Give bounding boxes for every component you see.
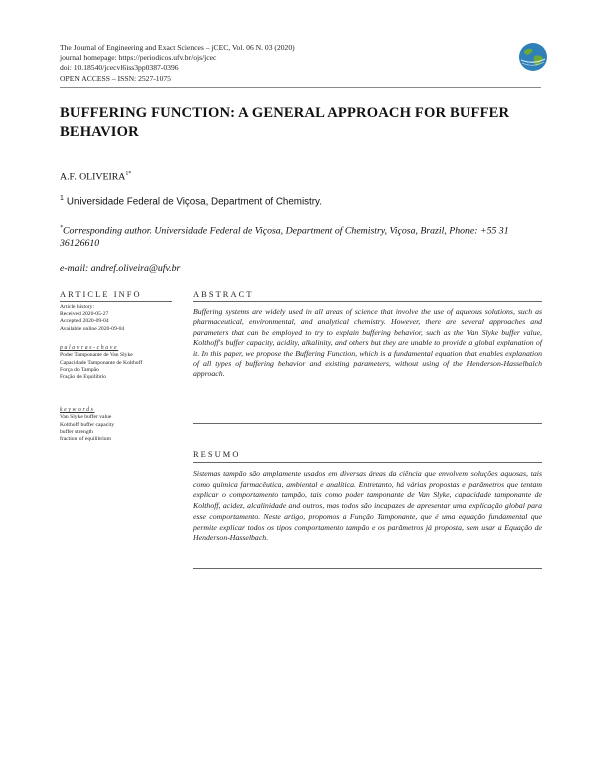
palavra-item: Força do Tampão [60,366,99,373]
keyword-item: Kolthoff buffer capacity [60,421,115,428]
palavras-list [60,352,175,381]
email-line: e-mail: andref.oliveira@ufv.br [60,263,181,274]
journal-citation: The Journal of Engineering and Exact Sciences – jCEC, Vol. 06 N. 03 (2020) [60,43,295,52]
abstract-text: Buffering systems are widely used in all areas of science that involve the use of aqueous solutions, such as pharmaceutical, environmental, and analytical chemistry. However, there are several approaches and parameters that can be employed to try to explain buffering behavior, such as the Van Slyke buffer value, Kolthoff's buffer capacity, acidity, alkalinity, and others but they are unable to provide a global explanation of it. In this paper, we propose the Buffering Function, which is a fundamental equation that enables explanation of all types of buffering behavior and existing parameters, without using of the Henderson-Hasselbalch approach. [193,307,542,379]
keyword-item: fraction of equilibrium [60,436,111,443]
author [60,171,131,182]
resumo-rule [193,462,542,463]
keyword-item: buffer strength [60,428,93,435]
resumo-text: Sistemas tampão são amplamente usados em diversas áreas da ciência que envolvem soluções aquosas, tais como química farmacêutica, ambiental e analítica. Entretanto, há várias propostas e parâmetros que tentam explicar o comportamento tampão, tais como poder tamponante de Van Slyke, capacidade tamponante de Kolthoff, acidez, alcalinidade and outros, mas todos são incapazes de apresentar uma explicação global para esse comportamento. Neste artigo, propomos a Função Tamponante, que é uma equação fundamental que permite explicar todos os tipos comportamento tampão e os parâmetros já proposta, sem usar a Equação de Henderson-Hasselbach. [193,469,542,543]
abstract-end-rule [193,423,542,424]
journal-homepage: journal homepage: https://periodicos.ufv.br/ojs/jcec [60,53,217,63]
keywords [60,407,175,443]
palavras-chave-heading: palavras-chave [60,345,119,351]
abstract-rule [193,301,542,302]
journal-header [60,43,490,84]
header-rule [60,87,541,88]
available-date: Available online 2020-09-04 [60,325,125,332]
palavra-item: Poder Tamponante de Van Slyke [60,352,133,359]
corresponding-text: Corresponding author. Universidade Federal de Viçosa, Department of Chemistry, Viçosa, Brazil, Phone: +55 31 36126610 [60,225,509,249]
article-history [60,304,175,333]
keywords-list [60,414,175,443]
corresponding-author [60,222,542,250]
palavras-chave [60,345,175,381]
paper-title: BUFFERING FUNCTION: A GENERAL APPROACH FOR BUFFER BEHAVIOR [60,105,510,140]
author-name: A.F. OLIVEIRA [60,171,126,183]
issn-line: OPEN ACCESS – ISSN: 2527-1075 [60,73,171,83]
affiliation-text: Universidade Federal de Viçosa, Department of Chemistry. [66,196,322,208]
corresponding-mark: * [60,225,63,231]
resumo-heading: RESUMO [193,450,241,459]
keyword-item: Van Slyke buffer value [60,414,112,421]
doi-line: doi: 10.18540/jcecvl6iss3pp0387-0396 [60,63,179,73]
globe-logo-icon [518,42,548,72]
received-date: Received 2020-05-27 [60,311,109,318]
palavra-item: Capacidade Tamponante de Kolthoff [60,359,143,366]
accepted-date: Accepted 2020-09-04 [60,318,109,325]
keywords-heading: keywords [60,407,95,413]
article-info-heading: ARTICLE INFO [60,290,142,299]
abstract-heading: ABSTRACT [193,290,254,299]
author-marks: 1* [125,171,132,177]
affiliation-mark: 1 [60,195,64,202]
history-label: Article history: [60,304,95,310]
resumo-end-rule [193,568,542,569]
affiliation [60,195,322,207]
article-info-rule [60,301,172,302]
palavra-item: Fração de Equilíbrio [60,374,106,381]
